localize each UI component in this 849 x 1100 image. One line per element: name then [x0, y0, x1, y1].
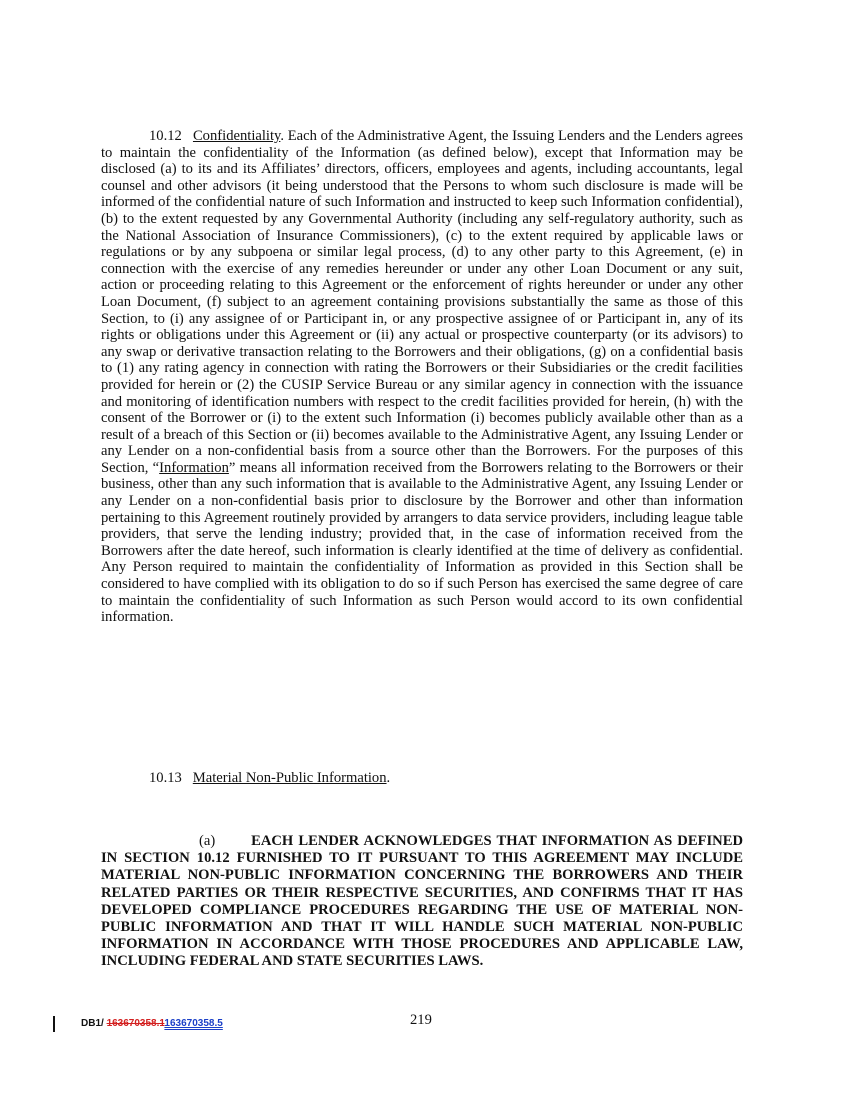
section-body-text-continued: ” means all information received from the Borrowers relating to the Borrowers or their business, other than any such information that is available to the Administrative Agent, any Issuing Lender or any Lender on a non-confidential basis prior to disclosure by the Borrower and other than information pertaining to this Agreement routinely provided by arrangers to data service providers, including league table providers, that serve the lending industry; provided that, in the case of information received from the Borrowers after the date hereof, such information is clearly identified at the time of delivery as confidential. Any Person required to maintain the confidentiality of Information as provided in this Section shall be considered to have complied with its obligation to do so if such Person has exercised the same degree of care to maintain the confidentiality of such Information as such Person would accord to its own confidential information.	[101, 459, 743, 626]
clause-label: (a)	[199, 833, 216, 849]
doc-id-inserted: 163670358.5	[164, 1018, 223, 1029]
section-heading: Confidentiality	[192, 128, 281, 144]
document-id	[81, 1018, 223, 1029]
section-10-12-paragraph	[101, 128, 743, 626]
defined-term: Information	[159, 459, 229, 476]
section-10-13-heading	[101, 770, 743, 787]
section-number: 10.12	[149, 128, 182, 144]
clause-a-paragraph	[101, 833, 743, 971]
heading-period: .	[386, 770, 391, 786]
section-heading: Material Non-Public Information	[192, 770, 387, 786]
doc-id-deleted: 163670358.1	[106, 1018, 165, 1029]
section-body-text: . Each of the Administrative Agent, the Issuing Lenders and the Lenders agrees to maintain the confidentiality of the Information (as defined below), except that Information may be disclosed (a) to its and its Affiliates’ directors, officers, employees and agents, including accountants, legal counsel and other advisors (it being understood that the Persons to whom such disclosure is made will be informed of the confidential nature of such Information and instructed to keep such Information confidential), (b) to the extent requested by any Governmental Authority (including any self-regulatory authority, such as the National Association of Insurance Commissioners), (c) to the extent required by applicable laws or regulations or by any subpoena or similar legal process, (d) to any other party to this Agreement, (e) in connection with the exercise of any remedies hereunder or under any other Loan Document or any suit, action or proceeding relating to this Agreement or the enforcement of rights hereunder or under any other Loan Document, (f) subject to an agreement containing provisions substantially the same as those of this Section, to (i) any assignee of or Participant in, or any prospective assignee of or Participant in, any of its rights or obligations under this Agreement or (ii) any actual or prospective counterparty (or its advisors) to any swap or derivative transaction relating to the Borrowers and their obligations, (g) on a confidential basis to (1) any rating agency in connection with rating the Borrowers or their Subsidiaries or the credit facilities provided for herein or (2) the CUSIP Service Bureau or any similar agency in connection with the issuance and monitoring of identification numbers with respect to the credit facilities provided for herein, (h) with the consent of the Borrower or (i) to the extent such Information (i) becomes publicly available other than as a result of a breach of this Section or (ii) becomes available to the Administrative Agent, any Issuing Lender or any Lender on a non-confidential basis from a source other than the Borrowers. For the purposes of this Section, “	[101, 128, 743, 476]
page-number: 219	[410, 1012, 432, 1028]
clause-text: EACH LENDER ACKNOWLEDGES THAT INFORMATION AS DEFINED IN SECTION 10.12 FURNISHED TO IT PURSUANT TO THIS AGREEMENT MAY INCLUDE MATERIAL NON-PUBLIC INFORMATION CONCERNING THE BORROWERS AND THEIR RELATED PARTIES OR THEIR RESPECTIVE SECURITIES, AND CONFIRMS THAT IT HAS DEVELOPED COMPLIANCE PROCEDURES REGARDING THE USE OF MATERIAL NON-PUBLIC INFORMATION AND THAT IT WILL HANDLE SUCH MATERIAL NON-PUBLIC INFORMATION IN ACCORDANCE WITH THOSE PROCEDURES AND APPLICABLE LAW, INCLUDING FEDERAL AND STATE SECURITIES LAWS.	[101, 833, 743, 970]
page-footer	[0, 1012, 849, 1036]
doc-id-prefix: DB1/	[81, 1018, 107, 1029]
section-number: 10.13	[149, 770, 182, 786]
revision-change-bar	[53, 1016, 55, 1032]
